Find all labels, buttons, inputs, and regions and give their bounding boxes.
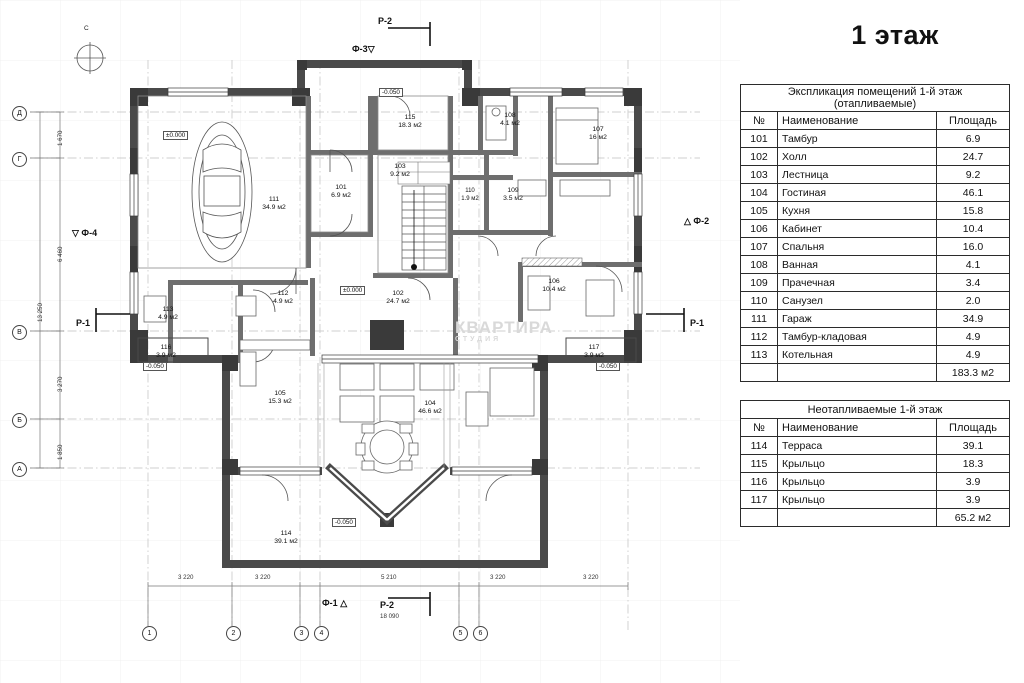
dim-l4: 1 850 <box>57 444 64 460</box>
room-112 <box>258 290 308 306</box>
cell-num: 104 <box>741 184 778 202</box>
room-116 <box>142 344 190 360</box>
room-109-area: 3.5 м2 <box>503 195 523 202</box>
axis-bubble-1: 1 <box>142 626 157 641</box>
f2-text: Ф-2 <box>693 216 710 226</box>
room-115-area: 18.3 м2 <box>398 122 422 129</box>
room-102 <box>370 290 426 306</box>
cell-name: Крыльцо <box>778 491 937 509</box>
cell-area: 6.9 <box>937 130 1010 148</box>
room-101-area: 6.9 м2 <box>331 192 351 199</box>
heated-caption-line1: Экспликация помещений 1-й этаж <box>787 86 963 98</box>
room-103 <box>378 163 422 179</box>
room-113 <box>144 306 192 322</box>
watermark-line1: КВАРТИРА <box>455 318 553 337</box>
cell-name: Котельная <box>778 346 937 364</box>
room-109-num: 109 <box>507 187 519 194</box>
cell-num: 111 <box>741 310 778 328</box>
cell-name: Кухня <box>778 202 937 220</box>
watermark-line2: СТУДИЯ <box>455 336 502 343</box>
cell-num: 106 <box>741 220 778 238</box>
heated-total: 183.3 м2 <box>937 364 1010 382</box>
dim-b3: 5 210 <box>381 574 397 581</box>
elevation-mark-116: -0.050 <box>143 362 167 371</box>
cell-area: 15.8 <box>937 202 1010 220</box>
cell-num: 108 <box>741 256 778 274</box>
room-106-num: 106 <box>548 278 560 285</box>
table-row <box>741 328 1010 346</box>
section-label-f4: ▽ Ф-4 <box>72 228 98 238</box>
col-header-area: Площадь <box>937 112 1010 130</box>
dim-l1: 1 670 <box>57 130 64 146</box>
cell-num: 112 <box>741 328 778 346</box>
axis-bubble-4: 4 <box>314 626 329 641</box>
room-104-num: 104 <box>424 400 436 407</box>
section-label-f3: Ф-3▽ <box>352 44 375 54</box>
cell-name: Тамбур <box>778 130 937 148</box>
table-row <box>741 256 1010 274</box>
heated-rooms-table <box>740 84 1010 382</box>
dim-b5: 3 220 <box>583 574 599 581</box>
total-blank-2 <box>778 509 937 527</box>
cell-area: 3.9 <box>937 491 1010 509</box>
room-103-num: 103 <box>394 163 406 170</box>
cell-area: 4.9 <box>937 346 1010 364</box>
room-109 <box>492 187 534 203</box>
section-label-p2-bottom: Р-2 <box>380 600 395 610</box>
dim-b4: 3 220 <box>490 574 506 581</box>
cell-area: 3.9 <box>937 473 1010 491</box>
table-row <box>741 491 1010 509</box>
table-header-row <box>741 112 1010 130</box>
room-102-area: 24.7 м2 <box>386 298 410 305</box>
col-header-name: Наименование <box>778 419 937 437</box>
unheated-rooms-table <box>740 400 1010 527</box>
room-114-num: 114 <box>280 530 292 537</box>
elevation-mark-117: -0.050 <box>596 362 620 371</box>
dim-l2: 6 460 <box>57 246 64 262</box>
cell-name: Спальня <box>778 238 937 256</box>
room-112-area: 4.9 м2 <box>273 298 293 305</box>
dim-l-total: 13 250 <box>37 303 44 322</box>
elevation-mark-115: -0.050 <box>379 88 403 97</box>
cell-area: 34.9 <box>937 310 1010 328</box>
table-row <box>741 292 1010 310</box>
elevation-mark-hall: ±0.000 <box>340 286 365 295</box>
table-total-row <box>741 509 1010 527</box>
cell-num: 107 <box>741 238 778 256</box>
cell-name: Лестница <box>778 166 937 184</box>
table-row <box>741 184 1010 202</box>
room-111 <box>244 196 304 212</box>
room-117 <box>570 344 618 360</box>
cell-area: 18.3 <box>937 455 1010 473</box>
cell-num: 110 <box>741 292 778 310</box>
room-113-area: 4.9 м2 <box>158 314 178 321</box>
cell-name: Гараж <box>778 310 937 328</box>
dim-total-bottom: 18 090 <box>380 613 399 620</box>
cell-area: 9.2 <box>937 166 1010 184</box>
cell-name: Крыльцо <box>778 473 937 491</box>
room-101 <box>312 184 370 200</box>
cell-area: 3.4 <box>937 274 1010 292</box>
cell-num: 103 <box>741 166 778 184</box>
dim-b2: 3 220 <box>255 574 271 581</box>
cell-name: Тамбур-кладовая <box>778 328 937 346</box>
cell-area: 4.1 <box>937 256 1010 274</box>
unheated-caption: Неотапливаемые 1-й этаж <box>741 401 1010 419</box>
room-115 <box>380 114 440 130</box>
room-101-num: 101 <box>335 184 347 191</box>
table-row <box>741 220 1010 238</box>
section-label-p2-top: Р-2 <box>378 16 393 26</box>
f4-text: Ф-4 <box>81 228 98 238</box>
room-110-area: 1.9 м2 <box>461 196 479 202</box>
room-105-num: 105 <box>274 390 286 397</box>
table-row <box>741 148 1010 166</box>
axis-bubble-5: 5 <box>453 626 468 641</box>
axis-bubble-v: В <box>12 325 27 340</box>
table-row <box>741 346 1010 364</box>
room-104-area: 46.6 м2 <box>418 408 442 415</box>
axis-bubble-6: 6 <box>473 626 488 641</box>
cell-num: 117 <box>741 491 778 509</box>
cell-area: 10.4 <box>937 220 1010 238</box>
cell-num: 105 <box>741 202 778 220</box>
room-111-num: 111 <box>268 196 280 203</box>
table-row <box>741 202 1010 220</box>
room-113-num: 113 <box>162 306 174 313</box>
section-label-f2: △ Ф-2 <box>684 216 710 226</box>
cell-area: 16.0 <box>937 238 1010 256</box>
cell-name: Крыльцо <box>778 455 937 473</box>
elevation-mark-terrace: -0.050 <box>332 518 356 527</box>
room-111-area: 34.9 м2 <box>262 204 286 211</box>
dim-l3: 3 270 <box>57 376 64 392</box>
cell-area: 24.7 <box>937 148 1010 166</box>
heated-caption-line2: (отапливаемые) <box>833 98 917 110</box>
cell-num: 113 <box>741 346 778 364</box>
axis-bubble-2: 2 <box>226 626 241 641</box>
room-107 <box>574 126 622 142</box>
room-117-num: 117 <box>588 344 600 351</box>
section-label-p1-right: Р-1 <box>690 318 705 328</box>
cell-name: Прачечная <box>778 274 937 292</box>
room-112-num: 112 <box>277 290 289 297</box>
compass-label: С <box>84 25 89 32</box>
table-total-row <box>741 364 1010 382</box>
watermark <box>455 318 553 343</box>
room-108-num: 108 <box>504 112 516 119</box>
total-blank-1 <box>741 509 778 527</box>
page-title: 1 этаж <box>851 20 939 50</box>
f1-text: Ф-1 <box>322 598 338 608</box>
room-108 <box>484 112 536 128</box>
cell-num: 116 <box>741 473 778 491</box>
cell-area: 4.9 <box>937 328 1010 346</box>
heated-caption <box>741 85 1010 112</box>
cell-name: Холл <box>778 148 937 166</box>
cell-name: Кабинет <box>778 220 937 238</box>
axis-bubble-3: 3 <box>294 626 309 641</box>
cell-num: 109 <box>741 274 778 292</box>
section-label-p1-left: Р-1 <box>76 318 91 328</box>
unheated-total: 65.2 м2 <box>937 509 1010 527</box>
cell-name: Гостиная <box>778 184 937 202</box>
table-row <box>741 238 1010 256</box>
room-103-area: 9.2 м2 <box>390 171 410 178</box>
table-header-row <box>741 419 1010 437</box>
room-115-num: 115 <box>404 114 416 121</box>
table-row <box>741 437 1010 455</box>
room-105-area: 15.3 м2 <box>268 398 292 405</box>
room-110 <box>455 187 485 203</box>
room-107-area: 16 м2 <box>589 134 607 141</box>
table-row <box>741 473 1010 491</box>
cell-area: 46.1 <box>937 184 1010 202</box>
room-104 <box>402 400 458 416</box>
room-108-area: 4.1 м2 <box>500 120 520 127</box>
table-row <box>741 310 1010 328</box>
col-header-num: № <box>741 112 778 130</box>
table-row <box>741 166 1010 184</box>
room-114-area: 39.1 м2 <box>274 538 298 545</box>
room-105 <box>252 390 308 406</box>
room-116-num: 116 <box>160 344 172 351</box>
table-row <box>741 274 1010 292</box>
room-116-area: 3.9 м2 <box>156 352 176 359</box>
total-blank-1 <box>741 364 778 382</box>
room-117-area: 3.9 м2 <box>584 352 604 359</box>
cell-name: Ванная <box>778 256 937 274</box>
col-header-name: Наименование <box>778 112 937 130</box>
table-caption-row <box>741 85 1010 112</box>
room-107-num: 107 <box>592 126 604 133</box>
elevation-mark-garage: ±0.000 <box>163 131 188 140</box>
cell-area: 2.0 <box>937 292 1010 310</box>
cell-num: 102 <box>741 148 778 166</box>
axis-bubble-a: А <box>12 462 27 477</box>
cell-num: 114 <box>741 437 778 455</box>
room-106-area: 10.4 м2 <box>542 286 566 293</box>
f3-text: Ф-3 <box>352 44 368 54</box>
table-row <box>741 130 1010 148</box>
axis-bubble-g: Г <box>12 152 27 167</box>
axis-bubble-b: Б <box>12 413 27 428</box>
cell-name: Санузел <box>778 292 937 310</box>
table-caption-row <box>741 401 1010 419</box>
cell-area: 39.1 <box>937 437 1010 455</box>
axis-bubble-d: Д <box>12 106 27 121</box>
cell-name: Терраса <box>778 437 937 455</box>
room-106 <box>530 278 578 294</box>
col-header-area: Площадь <box>937 419 1010 437</box>
table-row <box>741 455 1010 473</box>
section-label-f1: Ф-1 △ <box>322 598 348 608</box>
room-102-num: 102 <box>392 290 404 297</box>
room-110-num: 110 <box>465 188 475 194</box>
cell-num: 115 <box>741 455 778 473</box>
col-header-num: № <box>741 419 778 437</box>
room-114 <box>258 530 314 546</box>
dim-b1: 3 220 <box>178 574 194 581</box>
cell-num: 101 <box>741 130 778 148</box>
total-blank-2 <box>778 364 937 382</box>
